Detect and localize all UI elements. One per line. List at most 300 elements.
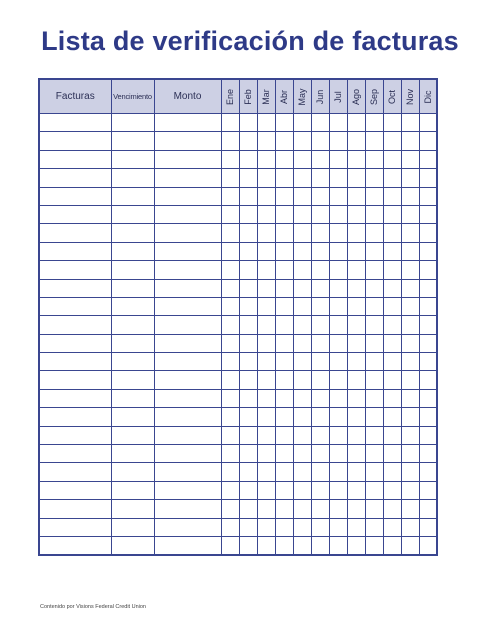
month-check-cell[interactable] xyxy=(419,224,437,242)
month-check-cell[interactable] xyxy=(275,297,293,315)
month-check-cell[interactable] xyxy=(365,353,383,371)
month-check-cell[interactable] xyxy=(293,187,311,205)
month-check-cell[interactable] xyxy=(383,389,401,407)
month-check-cell[interactable] xyxy=(293,205,311,223)
month-check-cell[interactable] xyxy=(383,371,401,389)
month-check-cell[interactable] xyxy=(383,242,401,260)
month-check-cell[interactable] xyxy=(257,132,275,150)
entry-cell[interactable] xyxy=(154,481,221,499)
entry-cell[interactable] xyxy=(111,114,154,132)
month-check-cell[interactable] xyxy=(239,279,257,297)
month-check-cell[interactable] xyxy=(383,224,401,242)
entry-cell[interactable] xyxy=(39,389,111,407)
month-check-cell[interactable] xyxy=(401,408,419,426)
month-check-cell[interactable] xyxy=(419,371,437,389)
entry-cell[interactable] xyxy=(154,426,221,444)
month-check-cell[interactable] xyxy=(311,169,329,187)
month-check-cell[interactable] xyxy=(221,261,239,279)
month-check-cell[interactable] xyxy=(329,371,347,389)
month-check-cell[interactable] xyxy=(365,114,383,132)
month-check-cell[interactable] xyxy=(365,132,383,150)
month-check-cell[interactable] xyxy=(275,389,293,407)
month-check-cell[interactable] xyxy=(347,426,365,444)
month-check-cell[interactable] xyxy=(257,463,275,481)
month-check-cell[interactable] xyxy=(419,297,437,315)
month-check-cell[interactable] xyxy=(347,334,365,352)
entry-cell[interactable] xyxy=(111,297,154,315)
month-check-cell[interactable] xyxy=(347,536,365,555)
month-check-cell[interactable] xyxy=(347,187,365,205)
month-check-cell[interactable] xyxy=(365,334,383,352)
month-check-cell[interactable] xyxy=(365,187,383,205)
month-check-cell[interactable] xyxy=(365,389,383,407)
month-check-cell[interactable] xyxy=(275,114,293,132)
entry-cell[interactable] xyxy=(111,169,154,187)
month-check-cell[interactable] xyxy=(293,316,311,334)
month-check-cell[interactable] xyxy=(293,261,311,279)
month-check-cell[interactable] xyxy=(311,187,329,205)
month-check-cell[interactable] xyxy=(365,426,383,444)
month-check-cell[interactable] xyxy=(293,371,311,389)
month-check-cell[interactable] xyxy=(365,279,383,297)
month-check-cell[interactable] xyxy=(347,205,365,223)
month-check-cell[interactable] xyxy=(329,426,347,444)
month-check-cell[interactable] xyxy=(419,261,437,279)
entry-cell[interactable] xyxy=(111,261,154,279)
month-check-cell[interactable] xyxy=(275,408,293,426)
month-check-cell[interactable] xyxy=(401,187,419,205)
month-check-cell[interactable] xyxy=(239,389,257,407)
month-check-cell[interactable] xyxy=(239,114,257,132)
month-check-cell[interactable] xyxy=(221,389,239,407)
month-check-cell[interactable] xyxy=(419,242,437,260)
month-check-cell[interactable] xyxy=(293,353,311,371)
entry-cell[interactable] xyxy=(39,261,111,279)
month-check-cell[interactable] xyxy=(275,150,293,168)
month-check-cell[interactable] xyxy=(383,132,401,150)
month-check-cell[interactable] xyxy=(329,408,347,426)
month-check-cell[interactable] xyxy=(221,371,239,389)
month-check-cell[interactable] xyxy=(401,518,419,536)
month-check-cell[interactable] xyxy=(275,205,293,223)
month-check-cell[interactable] xyxy=(239,224,257,242)
month-check-cell[interactable] xyxy=(293,536,311,555)
month-check-cell[interactable] xyxy=(401,334,419,352)
month-check-cell[interactable] xyxy=(275,279,293,297)
month-check-cell[interactable] xyxy=(221,279,239,297)
month-check-cell[interactable] xyxy=(221,316,239,334)
entry-cell[interactable] xyxy=(154,169,221,187)
month-check-cell[interactable] xyxy=(239,518,257,536)
month-check-cell[interactable] xyxy=(419,536,437,555)
month-check-cell[interactable] xyxy=(293,463,311,481)
month-check-cell[interactable] xyxy=(419,353,437,371)
entry-cell[interactable] xyxy=(111,132,154,150)
month-check-cell[interactable] xyxy=(419,463,437,481)
month-check-cell[interactable] xyxy=(239,132,257,150)
entry-cell[interactable] xyxy=(154,371,221,389)
entry-cell[interactable] xyxy=(39,316,111,334)
entry-cell[interactable] xyxy=(111,500,154,518)
month-check-cell[interactable] xyxy=(419,481,437,499)
month-check-cell[interactable] xyxy=(239,334,257,352)
entry-cell[interactable] xyxy=(39,481,111,499)
month-check-cell[interactable] xyxy=(221,518,239,536)
month-check-cell[interactable] xyxy=(329,279,347,297)
month-check-cell[interactable] xyxy=(329,187,347,205)
month-check-cell[interactable] xyxy=(311,426,329,444)
entry-cell[interactable] xyxy=(154,463,221,481)
month-check-cell[interactable] xyxy=(347,463,365,481)
month-check-cell[interactable] xyxy=(257,279,275,297)
month-check-cell[interactable] xyxy=(311,279,329,297)
entry-cell[interactable] xyxy=(111,224,154,242)
month-check-cell[interactable] xyxy=(329,518,347,536)
month-check-cell[interactable] xyxy=(311,500,329,518)
month-check-cell[interactable] xyxy=(275,334,293,352)
month-check-cell[interactable] xyxy=(383,426,401,444)
month-check-cell[interactable] xyxy=(365,500,383,518)
month-check-cell[interactable] xyxy=(383,205,401,223)
month-check-cell[interactable] xyxy=(257,445,275,463)
entry-cell[interactable] xyxy=(154,353,221,371)
month-check-cell[interactable] xyxy=(293,518,311,536)
entry-cell[interactable] xyxy=(154,114,221,132)
month-check-cell[interactable] xyxy=(419,114,437,132)
month-check-cell[interactable] xyxy=(221,187,239,205)
entry-cell[interactable] xyxy=(154,389,221,407)
month-check-cell[interactable] xyxy=(329,463,347,481)
month-check-cell[interactable] xyxy=(275,518,293,536)
month-check-cell[interactable] xyxy=(383,297,401,315)
entry-cell[interactable] xyxy=(111,445,154,463)
month-check-cell[interactable] xyxy=(221,297,239,315)
month-check-cell[interactable] xyxy=(293,297,311,315)
entry-cell[interactable] xyxy=(39,408,111,426)
month-check-cell[interactable] xyxy=(329,242,347,260)
month-check-cell[interactable] xyxy=(347,353,365,371)
month-check-cell[interactable] xyxy=(329,205,347,223)
month-check-cell[interactable] xyxy=(401,371,419,389)
month-check-cell[interactable] xyxy=(347,518,365,536)
month-check-cell[interactable] xyxy=(365,536,383,555)
entry-cell[interactable] xyxy=(154,408,221,426)
entry-cell[interactable] xyxy=(111,481,154,499)
month-check-cell[interactable] xyxy=(329,389,347,407)
month-check-cell[interactable] xyxy=(239,353,257,371)
month-check-cell[interactable] xyxy=(293,408,311,426)
month-check-cell[interactable] xyxy=(383,334,401,352)
month-check-cell[interactable] xyxy=(365,371,383,389)
month-check-cell[interactable] xyxy=(401,445,419,463)
month-check-cell[interactable] xyxy=(293,445,311,463)
month-check-cell[interactable] xyxy=(383,536,401,555)
month-check-cell[interactable] xyxy=(239,242,257,260)
month-check-cell[interactable] xyxy=(329,334,347,352)
month-check-cell[interactable] xyxy=(293,114,311,132)
month-check-cell[interactable] xyxy=(329,297,347,315)
entry-cell[interactable] xyxy=(39,371,111,389)
month-check-cell[interactable] xyxy=(383,114,401,132)
month-check-cell[interactable] xyxy=(365,408,383,426)
month-check-cell[interactable] xyxy=(347,132,365,150)
month-check-cell[interactable] xyxy=(311,408,329,426)
month-check-cell[interactable] xyxy=(401,316,419,334)
month-check-cell[interactable] xyxy=(383,481,401,499)
entry-cell[interactable] xyxy=(154,500,221,518)
month-check-cell[interactable] xyxy=(401,224,419,242)
month-check-cell[interactable] xyxy=(239,536,257,555)
month-check-cell[interactable] xyxy=(311,371,329,389)
month-check-cell[interactable] xyxy=(419,389,437,407)
entry-cell[interactable] xyxy=(111,371,154,389)
entry-cell[interactable] xyxy=(39,500,111,518)
month-check-cell[interactable] xyxy=(329,169,347,187)
entry-cell[interactable] xyxy=(111,279,154,297)
month-check-cell[interactable] xyxy=(239,169,257,187)
month-check-cell[interactable] xyxy=(275,132,293,150)
entry-cell[interactable] xyxy=(154,445,221,463)
month-check-cell[interactable] xyxy=(419,500,437,518)
month-check-cell[interactable] xyxy=(347,242,365,260)
month-check-cell[interactable] xyxy=(419,205,437,223)
month-check-cell[interactable] xyxy=(419,316,437,334)
month-check-cell[interactable] xyxy=(329,132,347,150)
month-check-cell[interactable] xyxy=(311,316,329,334)
entry-cell[interactable] xyxy=(154,297,221,315)
month-check-cell[interactable] xyxy=(311,205,329,223)
month-check-cell[interactable] xyxy=(329,316,347,334)
month-check-cell[interactable] xyxy=(401,114,419,132)
month-check-cell[interactable] xyxy=(221,463,239,481)
month-check-cell[interactable] xyxy=(257,187,275,205)
month-check-cell[interactable] xyxy=(221,408,239,426)
entry-cell[interactable] xyxy=(39,334,111,352)
month-check-cell[interactable] xyxy=(347,297,365,315)
month-check-cell[interactable] xyxy=(221,242,239,260)
month-check-cell[interactable] xyxy=(257,389,275,407)
month-check-cell[interactable] xyxy=(239,297,257,315)
month-check-cell[interactable] xyxy=(257,150,275,168)
month-check-cell[interactable] xyxy=(239,261,257,279)
month-check-cell[interactable] xyxy=(347,279,365,297)
month-check-cell[interactable] xyxy=(365,224,383,242)
month-check-cell[interactable] xyxy=(293,334,311,352)
month-check-cell[interactable] xyxy=(347,500,365,518)
month-check-cell[interactable] xyxy=(383,463,401,481)
month-check-cell[interactable] xyxy=(275,445,293,463)
month-check-cell[interactable] xyxy=(311,463,329,481)
entry-cell[interactable] xyxy=(154,205,221,223)
month-check-cell[interactable] xyxy=(311,242,329,260)
month-check-cell[interactable] xyxy=(311,261,329,279)
month-check-cell[interactable] xyxy=(275,187,293,205)
month-check-cell[interactable] xyxy=(257,536,275,555)
month-check-cell[interactable] xyxy=(221,536,239,555)
month-check-cell[interactable] xyxy=(383,353,401,371)
entry-cell[interactable] xyxy=(39,518,111,536)
entry-cell[interactable] xyxy=(154,224,221,242)
month-check-cell[interactable] xyxy=(329,445,347,463)
entry-cell[interactable] xyxy=(154,316,221,334)
entry-cell[interactable] xyxy=(154,150,221,168)
month-check-cell[interactable] xyxy=(239,371,257,389)
month-check-cell[interactable] xyxy=(221,334,239,352)
month-check-cell[interactable] xyxy=(365,205,383,223)
month-check-cell[interactable] xyxy=(257,481,275,499)
month-check-cell[interactable] xyxy=(419,150,437,168)
month-check-cell[interactable] xyxy=(401,536,419,555)
month-check-cell[interactable] xyxy=(293,132,311,150)
month-check-cell[interactable] xyxy=(401,242,419,260)
month-check-cell[interactable] xyxy=(329,536,347,555)
month-check-cell[interactable] xyxy=(311,353,329,371)
entry-cell[interactable] xyxy=(111,316,154,334)
month-check-cell[interactable] xyxy=(365,242,383,260)
month-check-cell[interactable] xyxy=(401,463,419,481)
entry-cell[interactable] xyxy=(39,169,111,187)
month-check-cell[interactable] xyxy=(419,334,437,352)
month-check-cell[interactable] xyxy=(401,297,419,315)
entry-cell[interactable] xyxy=(154,279,221,297)
entry-cell[interactable] xyxy=(111,353,154,371)
entry-cell[interactable] xyxy=(39,150,111,168)
month-check-cell[interactable] xyxy=(257,316,275,334)
month-check-cell[interactable] xyxy=(401,132,419,150)
month-check-cell[interactable] xyxy=(311,150,329,168)
month-check-cell[interactable] xyxy=(383,150,401,168)
month-check-cell[interactable] xyxy=(311,132,329,150)
month-check-cell[interactable] xyxy=(293,500,311,518)
month-check-cell[interactable] xyxy=(293,150,311,168)
month-check-cell[interactable] xyxy=(275,426,293,444)
month-check-cell[interactable] xyxy=(401,389,419,407)
month-check-cell[interactable] xyxy=(239,500,257,518)
month-check-cell[interactable] xyxy=(257,261,275,279)
month-check-cell[interactable] xyxy=(365,518,383,536)
month-check-cell[interactable] xyxy=(257,169,275,187)
month-check-cell[interactable] xyxy=(329,150,347,168)
entry-cell[interactable] xyxy=(111,150,154,168)
month-check-cell[interactable] xyxy=(365,169,383,187)
entry-cell[interactable] xyxy=(39,187,111,205)
month-check-cell[interactable] xyxy=(221,481,239,499)
entry-cell[interactable] xyxy=(111,536,154,555)
entry-cell[interactable] xyxy=(39,242,111,260)
month-check-cell[interactable] xyxy=(257,371,275,389)
month-check-cell[interactable] xyxy=(257,205,275,223)
month-check-cell[interactable] xyxy=(257,518,275,536)
month-check-cell[interactable] xyxy=(221,500,239,518)
entry-cell[interactable] xyxy=(154,132,221,150)
month-check-cell[interactable] xyxy=(347,481,365,499)
month-check-cell[interactable] xyxy=(311,536,329,555)
entry-cell[interactable] xyxy=(111,242,154,260)
month-check-cell[interactable] xyxy=(311,334,329,352)
month-check-cell[interactable] xyxy=(257,334,275,352)
entry-cell[interactable] xyxy=(39,426,111,444)
month-check-cell[interactable] xyxy=(329,224,347,242)
month-check-cell[interactable] xyxy=(221,353,239,371)
month-check-cell[interactable] xyxy=(257,426,275,444)
entry-cell[interactable] xyxy=(111,463,154,481)
entry-cell[interactable] xyxy=(39,353,111,371)
month-check-cell[interactable] xyxy=(275,169,293,187)
month-check-cell[interactable] xyxy=(401,426,419,444)
month-check-cell[interactable] xyxy=(419,169,437,187)
month-check-cell[interactable] xyxy=(239,150,257,168)
month-check-cell[interactable] xyxy=(419,426,437,444)
month-check-cell[interactable] xyxy=(221,445,239,463)
month-check-cell[interactable] xyxy=(239,205,257,223)
month-check-cell[interactable] xyxy=(347,169,365,187)
entry-cell[interactable] xyxy=(39,224,111,242)
month-check-cell[interactable] xyxy=(419,132,437,150)
month-check-cell[interactable] xyxy=(365,481,383,499)
month-check-cell[interactable] xyxy=(311,389,329,407)
month-check-cell[interactable] xyxy=(365,316,383,334)
month-check-cell[interactable] xyxy=(257,353,275,371)
month-check-cell[interactable] xyxy=(293,481,311,499)
month-check-cell[interactable] xyxy=(419,279,437,297)
month-check-cell[interactable] xyxy=(419,408,437,426)
month-check-cell[interactable] xyxy=(347,150,365,168)
entry-cell[interactable] xyxy=(111,408,154,426)
month-check-cell[interactable] xyxy=(329,114,347,132)
month-check-cell[interactable] xyxy=(221,224,239,242)
entry-cell[interactable] xyxy=(111,334,154,352)
month-check-cell[interactable] xyxy=(347,261,365,279)
month-check-cell[interactable] xyxy=(293,279,311,297)
month-check-cell[interactable] xyxy=(275,261,293,279)
month-check-cell[interactable] xyxy=(347,408,365,426)
month-check-cell[interactable] xyxy=(401,150,419,168)
month-check-cell[interactable] xyxy=(365,261,383,279)
entry-cell[interactable] xyxy=(154,242,221,260)
month-check-cell[interactable] xyxy=(419,518,437,536)
month-check-cell[interactable] xyxy=(275,316,293,334)
month-check-cell[interactable] xyxy=(311,297,329,315)
month-check-cell[interactable] xyxy=(365,297,383,315)
entry-cell[interactable] xyxy=(111,518,154,536)
month-check-cell[interactable] xyxy=(239,426,257,444)
entry-cell[interactable] xyxy=(154,261,221,279)
month-check-cell[interactable] xyxy=(221,132,239,150)
month-check-cell[interactable] xyxy=(383,261,401,279)
month-check-cell[interactable] xyxy=(239,445,257,463)
month-check-cell[interactable] xyxy=(221,150,239,168)
month-check-cell[interactable] xyxy=(419,187,437,205)
month-check-cell[interactable] xyxy=(383,408,401,426)
month-check-cell[interactable] xyxy=(401,500,419,518)
month-check-cell[interactable] xyxy=(275,481,293,499)
month-check-cell[interactable] xyxy=(383,500,401,518)
month-check-cell[interactable] xyxy=(383,169,401,187)
month-check-cell[interactable] xyxy=(239,187,257,205)
entry-cell[interactable] xyxy=(111,389,154,407)
entry-cell[interactable] xyxy=(39,297,111,315)
entry-cell[interactable] xyxy=(39,463,111,481)
entry-cell[interactable] xyxy=(39,132,111,150)
month-check-cell[interactable] xyxy=(257,500,275,518)
month-check-cell[interactable] xyxy=(383,445,401,463)
month-check-cell[interactable] xyxy=(275,242,293,260)
month-check-cell[interactable] xyxy=(293,426,311,444)
month-check-cell[interactable] xyxy=(329,261,347,279)
month-check-cell[interactable] xyxy=(293,169,311,187)
entry-cell[interactable] xyxy=(154,536,221,555)
month-check-cell[interactable] xyxy=(311,445,329,463)
